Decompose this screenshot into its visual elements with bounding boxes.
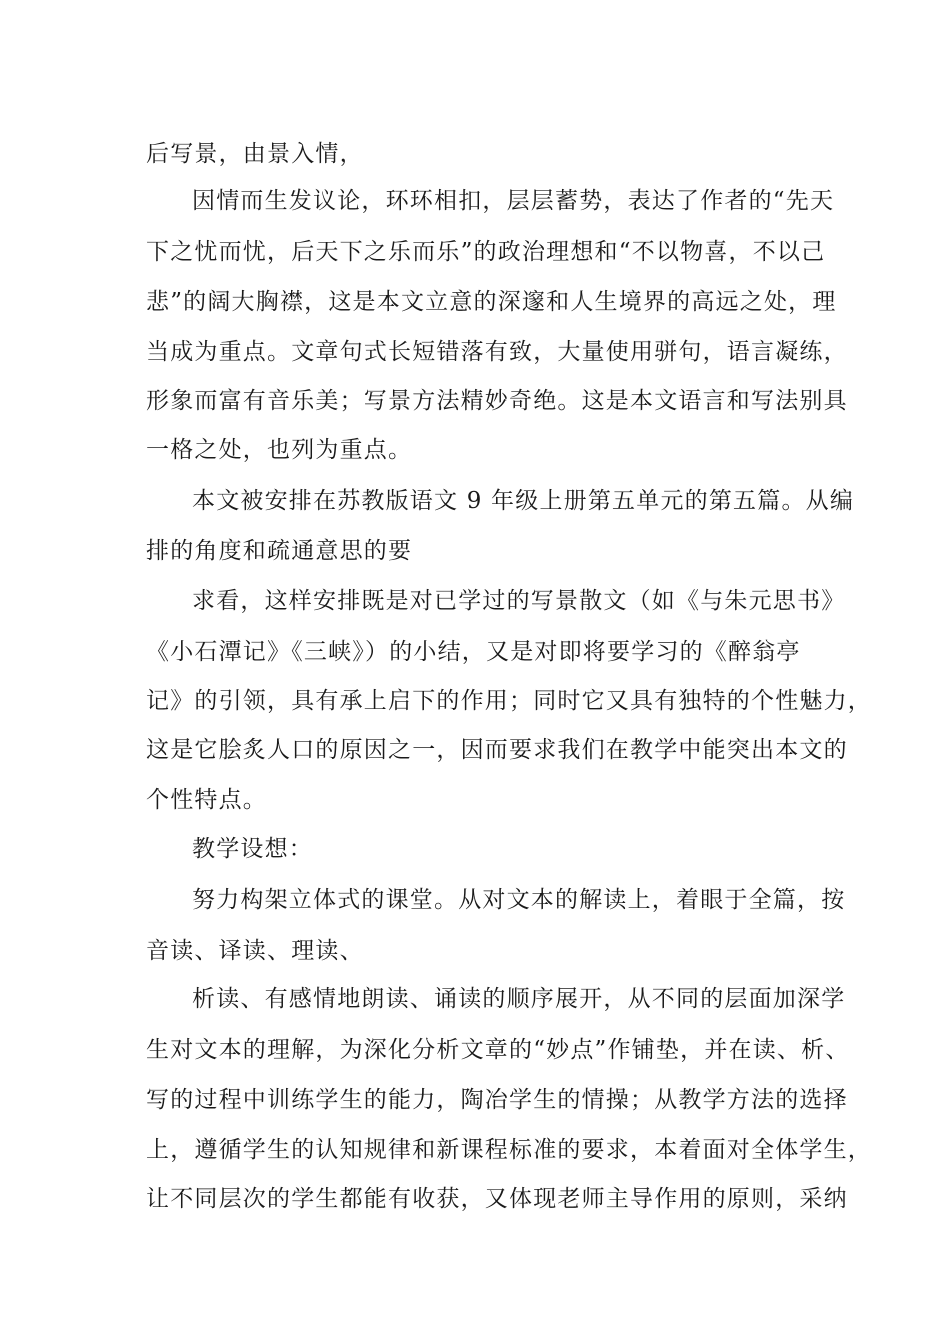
text-line: 后写景，由景入情， (146, 141, 364, 167)
paragraph-first-line: 因情而生发议论，环环相扣，层层蓄势，表达了作者的“先天 (192, 188, 835, 214)
text-line: 个性特点。 (146, 787, 267, 813)
paragraph-first-line: 努力构架立体式的课堂。从对文本的解读上，着眼于全篇，按 (192, 887, 846, 913)
text-line: 形象而富有音乐美；写景方法精妙奇绝。这是本文语言和写法别具 (146, 388, 848, 414)
text-line: 生对文本的理解，为深化分析文章的“妙点”作铺垫，并在读、析、 (146, 1037, 850, 1063)
text-line: 让不同层次的学生都能有收获，又体现老师主导作用的原则，采纳 (146, 1186, 848, 1212)
text-line: 一格之处，也列为重点。 (146, 437, 413, 463)
text-line: 上，遵循学生的认知规律和新课程标准的要求，本着面对全体学生， (146, 1137, 872, 1163)
paragraph-first-line: 求看，这样安排既是对已学过的写景散文（如《与朱元思书》 (192, 588, 846, 614)
text-line: 悲”的阔大胸襟，这是本文立意的深邃和人生境界的高远之处，理 (146, 289, 837, 315)
text-line: 写的过程中训练学生的能力，陶冶学生的情操；从教学方法的选择 (146, 1087, 848, 1113)
text-line: 记》的引领，具有承上启下的作用；同时它又具有独特的个性魅力， (146, 688, 872, 714)
section-heading: 教学设想： (192, 836, 313, 862)
text-line: 下之忧而忧，后天下之乐而乐”的政治理想和“不以物喜，不以己 (146, 239, 826, 265)
text-line: 这是它脍炙人口的原因之一，因而要求我们在教学中能突出本文的 (146, 737, 848, 763)
text-line: 音读、译读、理读、 (146, 938, 364, 964)
text-line: 《小石潭记》《三峡》）的小结，又是对即将要学习的《醉翁亭 (146, 639, 801, 665)
paragraph-first-line: 析读、有感情地朗读、诵读的顺序展开，从不同的层面加深学 (192, 986, 846, 1012)
paragraph-first-line: 本文被安排在苏教版语文 9 年级上册第五单元的第五篇。从编 (192, 488, 855, 514)
text-line: 排的角度和疏通意思的要 (146, 538, 413, 564)
text-line: 当成为重点。文章句式长短错落有致，大量使用骈句，语言凝练， (146, 339, 848, 365)
